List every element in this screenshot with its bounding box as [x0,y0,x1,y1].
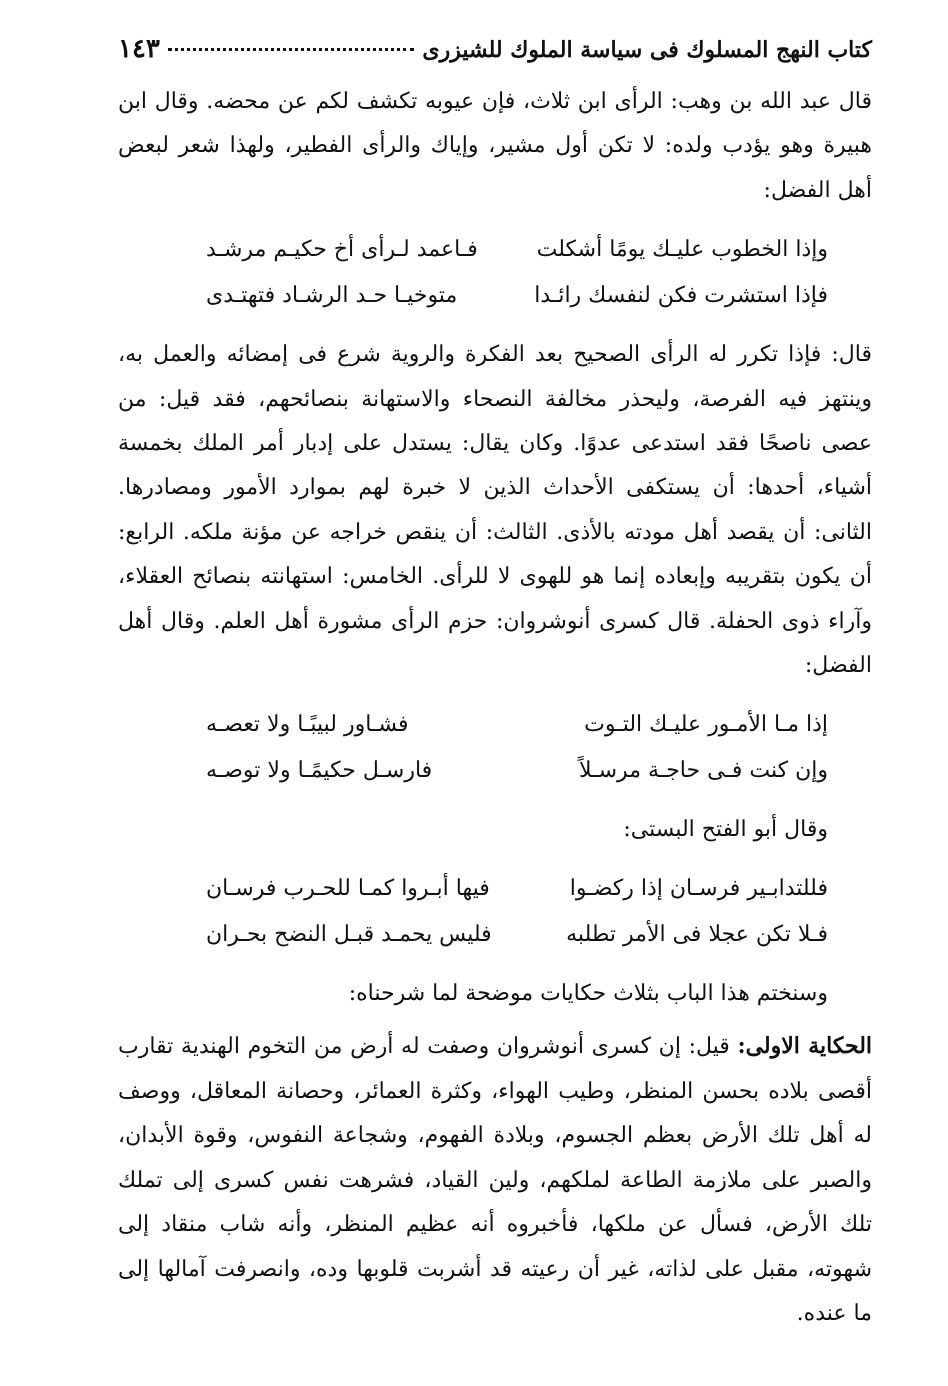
chapter-closing-intro: وسنختم هذا الباب بثلاث حكايات موضحة لما شرحناه: [348,981,828,1007]
verse-first-hemistich: إذا مـا الأمـور عليـك التـوت [584,712,828,738]
verse-line [206,866,828,912]
verse-second-hemistich: فـاعمد لـرأى أخ حكيـم مرشـد [206,237,478,263]
running-header [118,34,872,80]
story-text: قيل: إن كسرى أنوشروان وصفت له أرض من التخوم الهندية تقارب أقصى بلاده بحسن المنظر، وطيب الهواء، وكثرة العمائر، وحصانة المعاقل، ووصف له أهل تلك الأرض بعظم الجسوم، وبلادة الفهوم، وشجاعة النفوس، وقوة الأبدان، والصبر على ملازمة الطاعة لملكهم، ولين القياد، فشرهت نفس كسرى إلى تملك تلك الأرض، فسأل عن ملكها، فأخبروه أنه عظيم المنظر، وأنه شاب منقاد إلى شهوته، مقبل على لذاته، غير أن رعيته قد أشربت قلوبها وده، وانصرفت آمالها إلى ما عنده. [118,1034,872,1326]
paragraph-1: قال عبد الله بن وهب: الرأى ابن ثلاث، فإن عيوبه تكشف لكم عن محضه. وقال ابن هبيرة وهو يؤدب ولده: لا تكن أول مشير، وإياك والرأى الفطير، ولهذا شعر لبعض أهل الفضل: [118,89,872,203]
verse-second-hemistich: فليس يحمـد قبـل النضح بحـران [206,922,492,948]
verse-line [206,702,828,748]
verse-second-hemistich: فشـاور لبيبًـا ولا تعصـه [206,712,409,738]
verse-line [206,912,828,958]
paragraph-2: قال: فإذا تكرر له الرأى الصحيح بعد الفكرة والروية شرع فى إمضائه والعمل به، وينتهز فيه الفرصة، وليحذر مخالفة النصحاء والاستهانة بنصائحهم، فقد قيل: من عصى ناصحًا فقد استدعى عدوًا. وكان يقال: يستدل على إدبار أمر الملك بخمسة أشياء، أحدها: أن يستكفى الأحداث الذين لا خبرة لهم بموارد الأمور ومصادرها. الثانى: أن يقصد أهل مودته بالأذى. الثالث: أن ينقص خراجه عن مؤنة ملكه. الرابع: أن يكون بتقريبه وإبعاده إنما هو للهوى لا للرأى. الخامس: استهانته بنصائح العقلاء، وآراء ذوى الحفلة. قال كسرى أنوشروان: حزم الرأى مشورة أهل العلم. وقال أهل الفضل: [118,342,872,679]
page-number: ١٤٣ [118,34,160,64]
verse-second-hemistich: متوخيـا حـد الرشـاد فتهتـدى [206,283,458,309]
verse-first-hemistich: فـلا تكن عجلا فى الأمر تطلبه [566,922,828,948]
poem-1 [118,227,872,319]
verse-first-hemistich: فإذا استشرت فكن لنفسك رائـدا [534,283,828,309]
verse-second-hemistich: فارسـل حكيمًـا ولا توصـه [206,758,433,784]
verse-first-hemistich: وإن كنت فـى حاجـة مرسـلاً [579,758,828,784]
poem-3 [118,866,872,958]
story-paragraph [118,1024,872,1336]
dot-leader [168,47,414,51]
verse-second-hemistich: فيها أبـروا كمـا للحـرب فرسـان [206,876,490,902]
verse-first-hemistich: فللتدابـير فرسـان إذا ركضـوا [569,876,828,902]
poet-introduction: وقال أبو الفتح البستى: [623,817,828,843]
verse-line [206,227,828,273]
story-heading: الحكاية الاولى: [737,1033,873,1060]
verse-line [206,748,828,794]
poem-2 [118,702,872,794]
spacer [118,1016,872,1024]
header-title: كتاب النهج المسلوك فى سياسة الملوك للشيزرى [422,37,872,63]
verse-line [206,273,828,319]
verse-first-hemistich: وإذا الخطوب عليـك يومًا أشكلت [536,237,828,263]
